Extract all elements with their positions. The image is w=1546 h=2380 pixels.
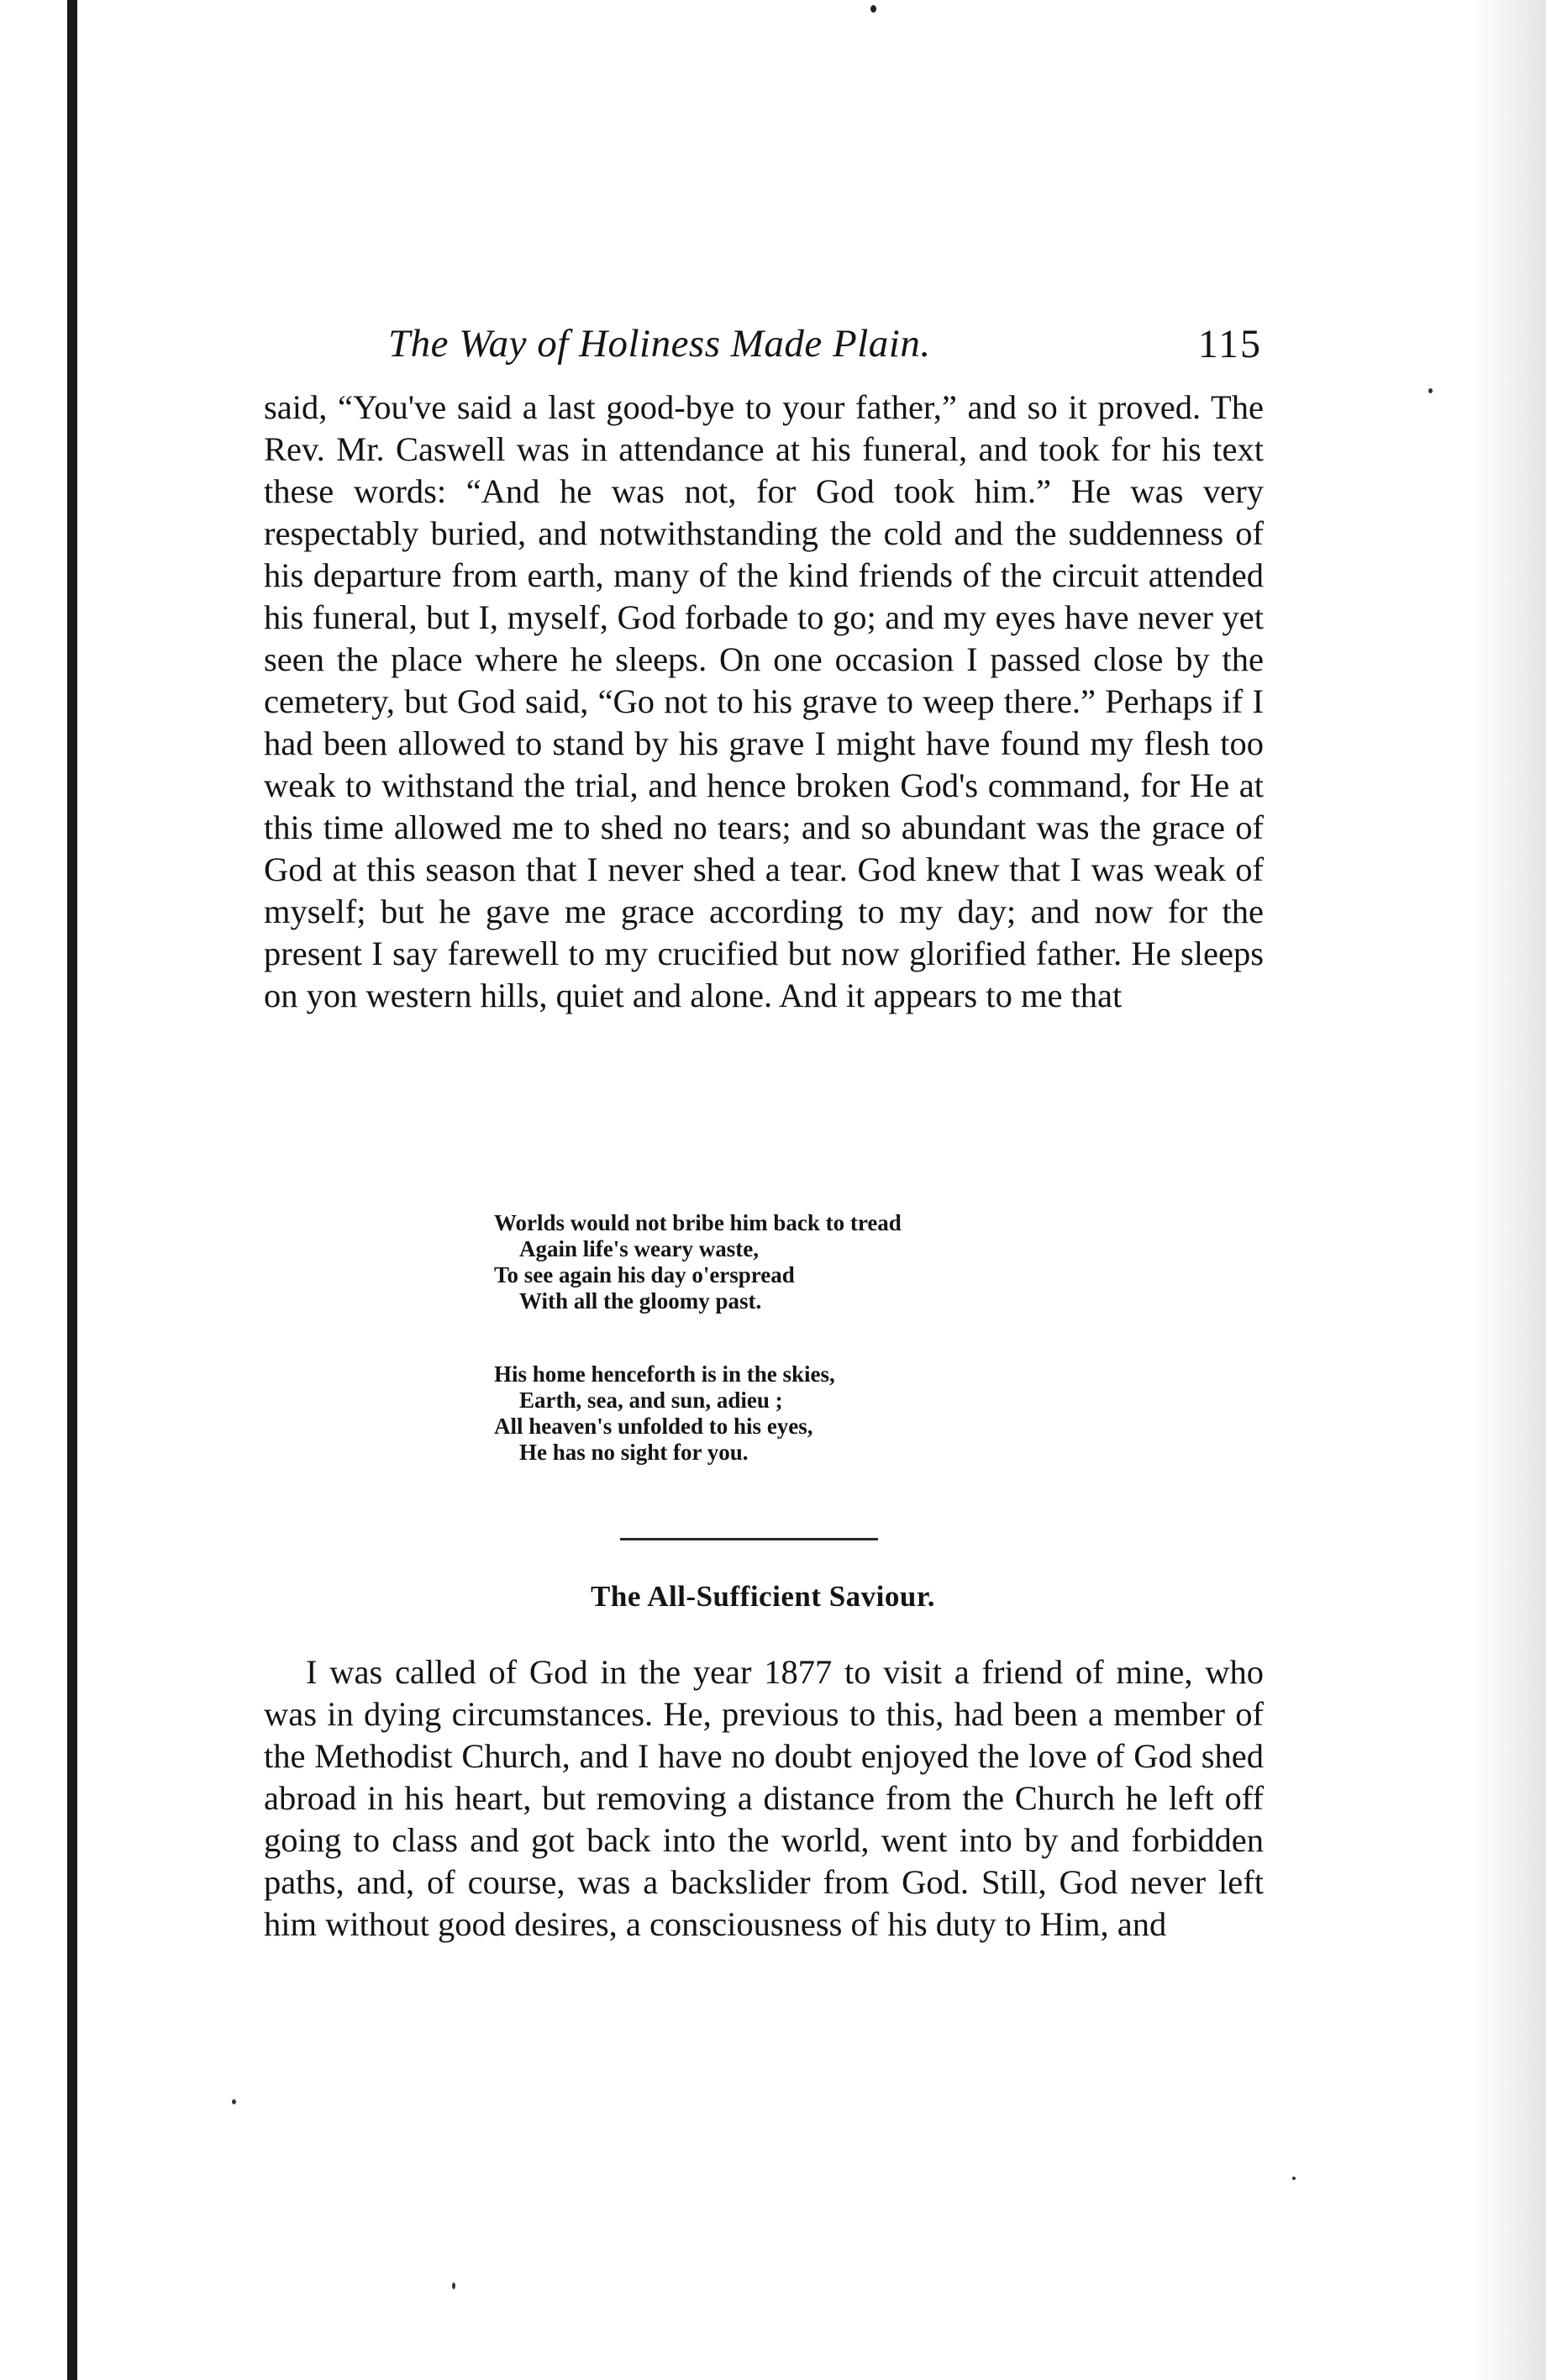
section-heading: The All-Sufficient Saviour. (591, 1580, 935, 1613)
poem-line: Again life's weary waste, (519, 1236, 759, 1261)
poem-line: All heaven's unfolded to his eyes, (494, 1414, 813, 1439)
print-speck (870, 5, 876, 13)
paragraph-text: I was called of God in the year 1877 to visit a friend of mine, who was in dying circumstances. He, previous to this, had been a member of the Methodist Church, and I have no doubt enjoyed the love of God shed abroad in his heart, but removing a distance from the Church he left off going to class and got back into the world, went into by and forbidden paths, and, of course, was a backslider from God. Still, God never left him without good desires, a consciousness of his duty to Him, and (264, 1653, 1264, 1943)
section-divider (620, 1538, 878, 1540)
poem-line: Earth, sea, and sun, adieu ; (519, 1387, 783, 1413)
poem-line: To see again his day o'erspread (494, 1262, 795, 1287)
page-edge-shading (1470, 0, 1546, 2380)
body-paragraph: said, “You've said a last good-bye to your father,” and so it proved. The Rev. Mr. Caswell was in attendance at his funeral, and took for his text these words: “And he was not, for God took him.” He was very respectably buried, and notwithstanding the cold and the suddenness of his departure from earth, many of the kind friends of the circuit attended his funeral, but I, myself, God forbade to go; and my eyes have never yet seen the place where he sleeps. On one occasion I passed close by the cemetery, but God said, “Go not to his grave to weep there.” Perhaps if I had been allowed to stand by his grave I might have found my flesh too weak to withstand the trial, and hence broken God's command, for He at this time allowed me to shed no tears; and so abundant was the grace of God at this season that I never shed a tear. God knew that I was weak of myself; but he gave me grace according to my day; and now for the present I say farewell to my crucified but now glorified father. He sleeps on yon western hills, quiet and alone. And it appears to me that (264, 388, 1264, 1014)
poem-line: With all the gloomy past. (519, 1288, 762, 1314)
poem-stanza (494, 1210, 1082, 1314)
running-title: The Way of Holiness Made Plain. (388, 322, 931, 366)
poem-line: He has no sight for you. (519, 1440, 749, 1465)
print-speck (1292, 2177, 1296, 2180)
print-speck (1428, 388, 1433, 393)
print-speck (452, 2283, 455, 2289)
poem-line: His home henceforth is in the skies, (494, 1361, 835, 1387)
poem-line: Worlds would not bribe him back to tread (494, 1210, 902, 1235)
poem-stanza (494, 1361, 1082, 1466)
page-margin-left (0, 0, 57, 2380)
body-paragraph (264, 1651, 1264, 1946)
page-header (388, 321, 1262, 388)
print-speck (232, 2099, 236, 2104)
binding-shadow (67, 0, 77, 2380)
page-number: 115 (1197, 322, 1262, 366)
